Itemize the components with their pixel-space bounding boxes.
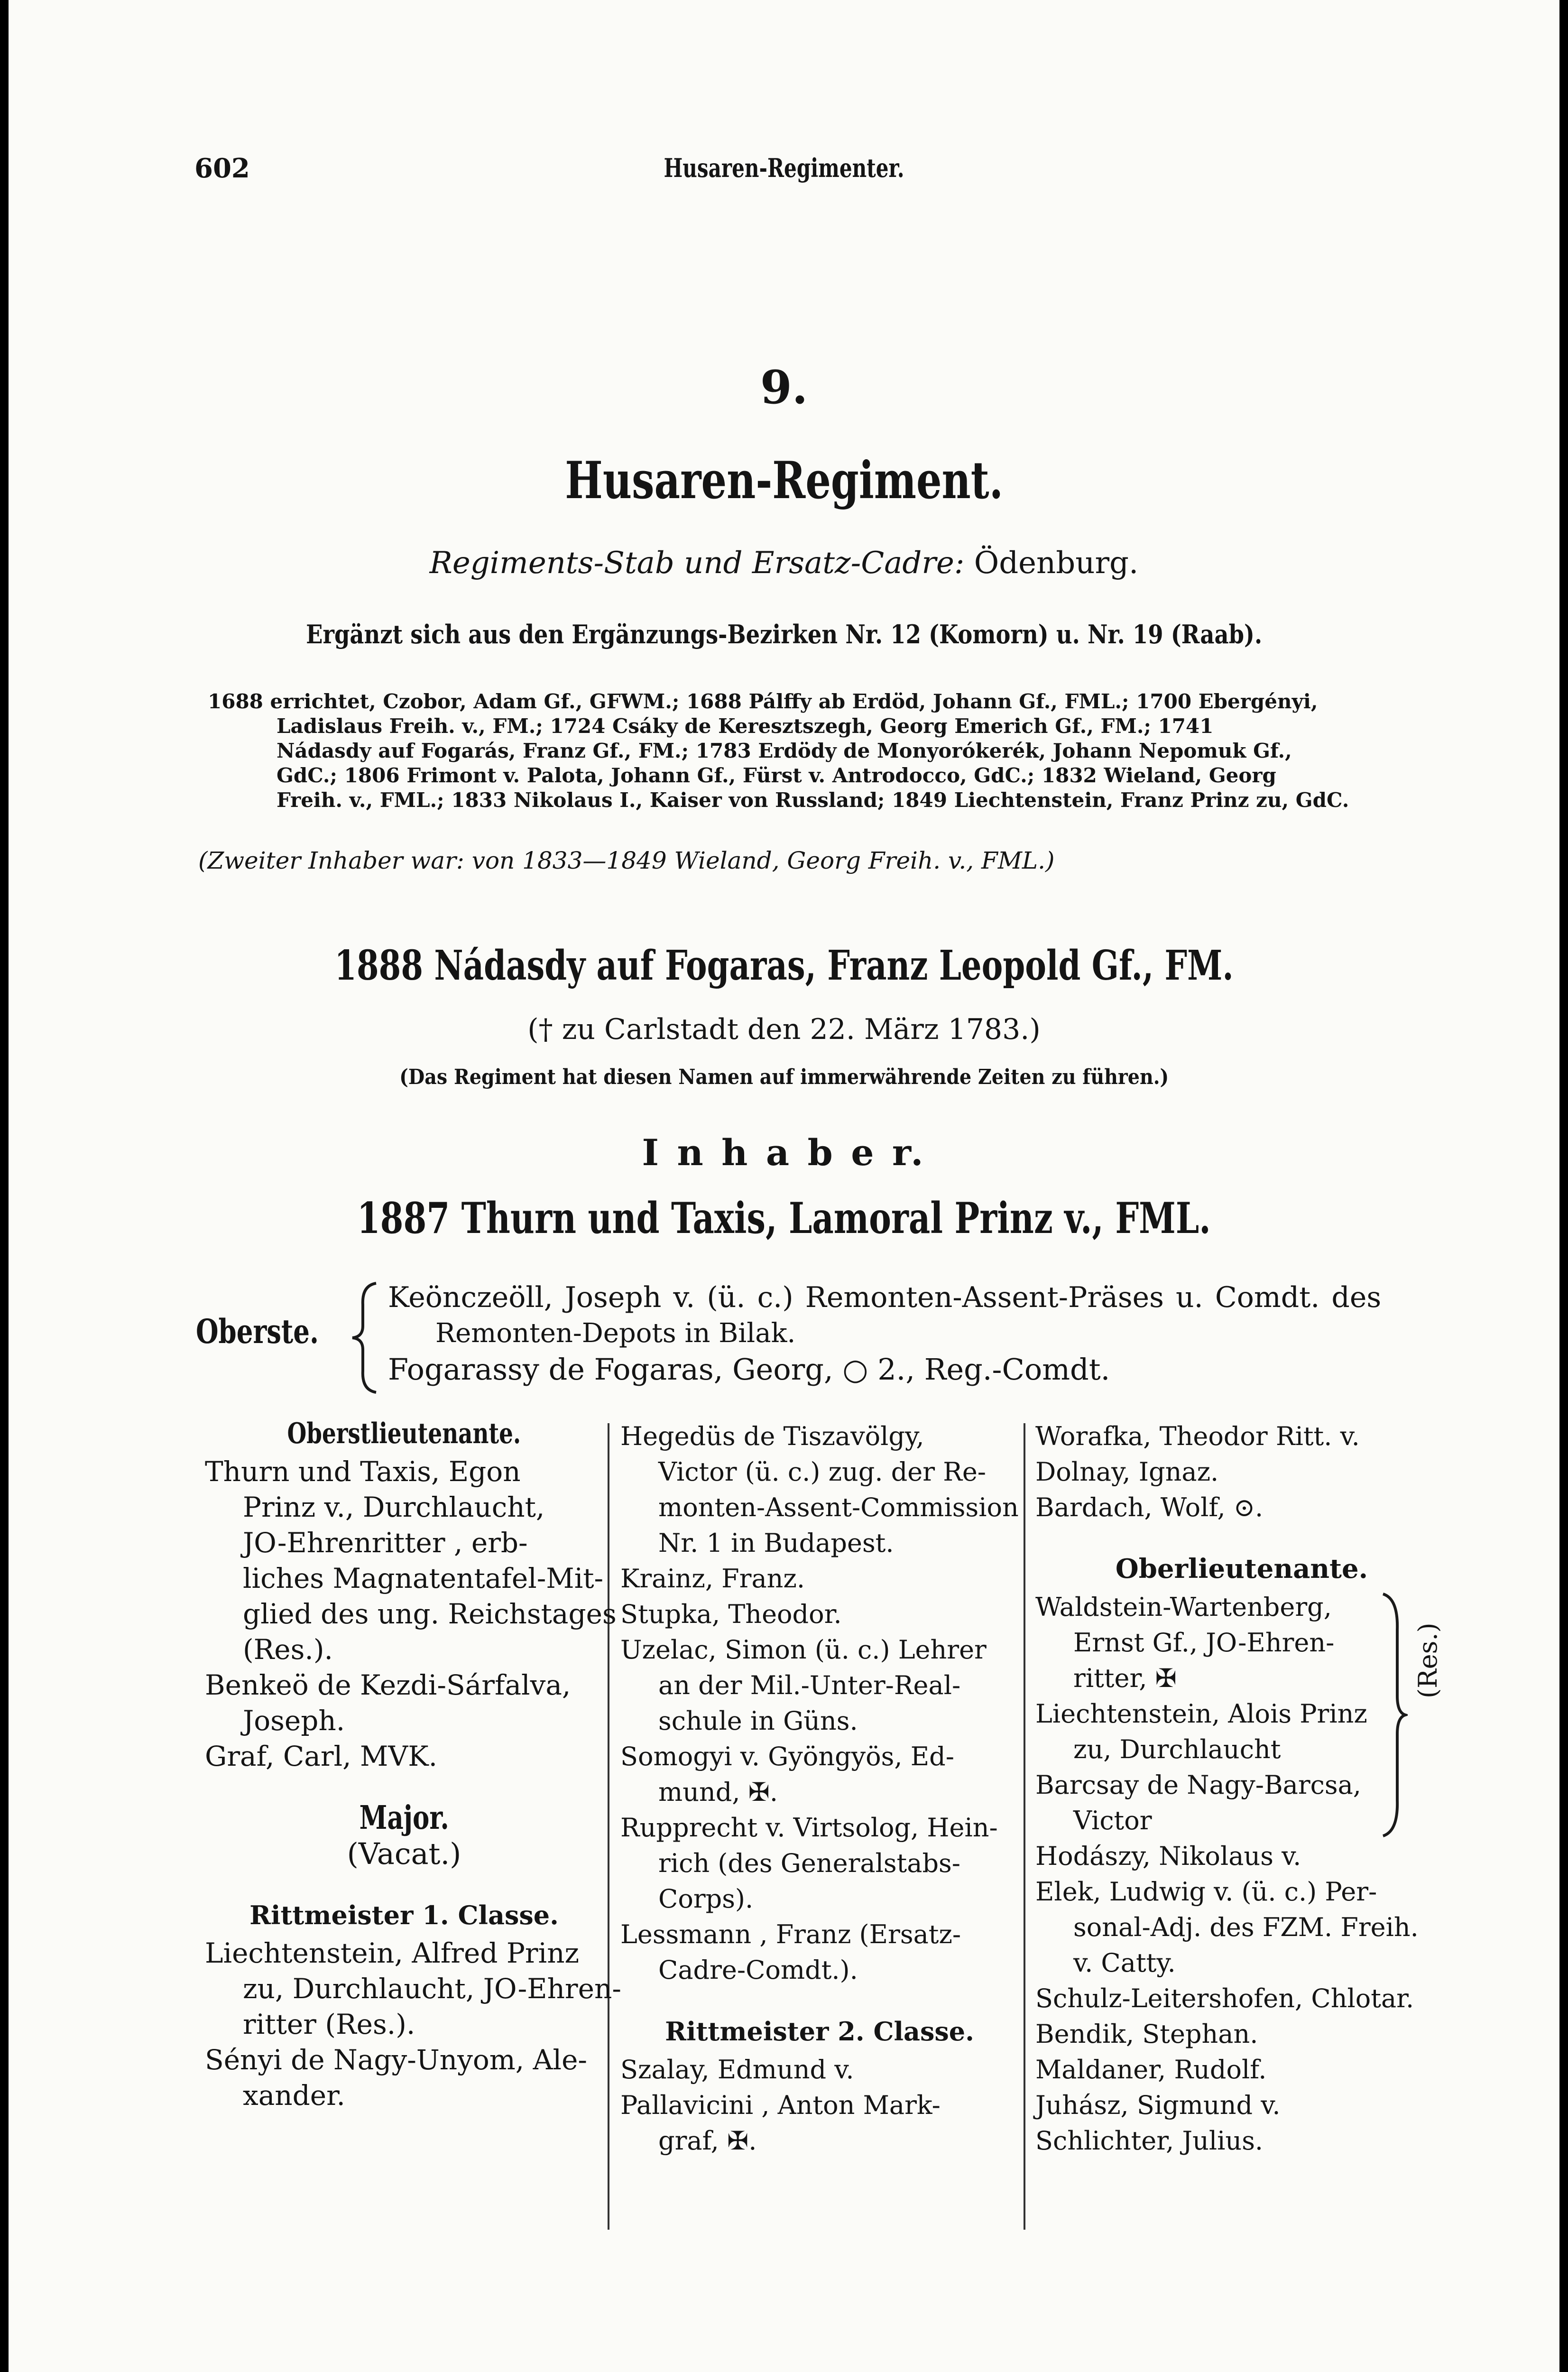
list-item: monten-Assent-Commission bbox=[658, 1492, 1019, 1522]
list-item: Sényi de Nagy-Unyom, Ale- bbox=[205, 2044, 588, 2076]
list-item: Schulz-Leitershofen, Chlotar. bbox=[1035, 1983, 1414, 2013]
running-title: Husaren-Regimenter. bbox=[664, 153, 904, 183]
page-sheet bbox=[9, 0, 1559, 2372]
namesake-note: (Das Regiment hat diesen Namen auf immerwährende Zeiten zu führen.) bbox=[399, 1065, 1169, 1089]
oberste-line-2: Remonten-Depots in Bilak. bbox=[435, 1318, 796, 1349]
list-item: Pallavicini , Anton Mark- bbox=[620, 2090, 941, 2120]
oberste-label: Oberste. bbox=[196, 1312, 319, 1351]
list-item: Cadre-Comdt.). bbox=[658, 1955, 858, 1985]
history-line: Freih. v., FML.; 1833 Nikolaus I., Kaiser von Russland; 1849 Liechtenstein, Franz Prinz zu, GdC. bbox=[277, 788, 1349, 812]
list-item: Stupka, Theodor. bbox=[620, 1599, 842, 1629]
list-item: Thurn und Taxis, Egon bbox=[205, 1455, 521, 1488]
major-heading: Major. bbox=[359, 1799, 449, 1837]
list-item: Krainz, Franz. bbox=[620, 1564, 805, 1594]
list-item: Corps). bbox=[658, 1884, 754, 1914]
list-item: Maldaner, Rudolf. bbox=[1035, 2055, 1267, 2085]
list-item: Ernst Gf., JO-Ehren- bbox=[1073, 1628, 1335, 1658]
reserve-label: (Res.) bbox=[1413, 1622, 1443, 1698]
list-item: ritter, ✠ bbox=[1073, 1663, 1177, 1693]
list-item: liches Magnatentafel-Mit- bbox=[243, 1562, 604, 1594]
oberstlieutenante-heading: Oberstlieutenante. bbox=[287, 1417, 521, 1450]
list-item: Joseph. bbox=[243, 1705, 345, 1737]
list-item: (Res.). bbox=[243, 1633, 333, 1666]
column-1 bbox=[205, 1416, 621, 2113]
list-item: Graf, Carl, MVK. bbox=[205, 1740, 438, 1772]
regiment-title: Husaren-Regiment. bbox=[565, 451, 1003, 510]
history-line: 1688 errichtet, Czobor, Adam Gf., GFWM.; 1688 Pálffy ab Erdöd, Johann Gf., FML.; 1700 Ebergényi, bbox=[208, 690, 1318, 713]
list-item: mund, ✠. bbox=[658, 1777, 778, 1807]
list-item: Rupprecht v. Virtsolog, Hein- bbox=[620, 1813, 998, 1843]
oberste-line-1: Keönczeöll, Joseph v. (ü. c.) Remonten-Assent-Präses u. Comdt. des bbox=[388, 1281, 1382, 1314]
list-item: Victor bbox=[1073, 1806, 1152, 1835]
stab-place: Ödenburg. bbox=[974, 546, 1139, 581]
oberste-line-3: Fogarassy de Fogaras, Georg, ○ 2., Reg.-Comdt. bbox=[388, 1352, 1110, 1387]
list-item: sonal-Adj. des FZM. Freih. bbox=[1073, 1912, 1419, 1942]
history-line: Ladislaus Freih. v., FM.; 1724 Csáky de Keresztszegh, Georg Emerich Gf., FM.; 1741 bbox=[277, 714, 1214, 738]
list-item: zu, Durchlaucht bbox=[1073, 1734, 1281, 1764]
namesake-name: 1888 Nádasdy auf Fogaras, Franz Leopold Gf., FM. bbox=[334, 942, 1234, 990]
ergaenzungs-line: Ergänzt sich aus den Ergänzungs-Bezirken Nr. 12 (Komorn) u. Nr. 19 (Raab). bbox=[305, 619, 1263, 649]
list-item: Juhász, Sigmund v. bbox=[1035, 2090, 1281, 2120]
column-rule-1 bbox=[608, 1423, 609, 2230]
list-item: an der Mil.-Unter-Real- bbox=[658, 1670, 961, 1700]
list-item: ritter (Res.). bbox=[243, 2008, 415, 2040]
namesake-death: († zu Carlstadt den 22. März 1783.) bbox=[527, 1013, 1041, 1046]
column-rule-2 bbox=[1024, 1423, 1025, 2230]
list-item: Worafka, Theodor Ritt. v. bbox=[1035, 1421, 1360, 1451]
stab-label: Regiments-Stab und Ersatz-Cadre: bbox=[429, 546, 965, 581]
list-item: Elek, Ludwig v. (ü. c.) Per- bbox=[1035, 1877, 1377, 1907]
list-item: Hegedüs de Tiszavölgy, bbox=[620, 1421, 924, 1451]
list-item: Barcsay de Nagy-Barcsa, bbox=[1035, 1770, 1361, 1800]
history-line: GdC.; 1806 Frimont v. Palota, Johann Gf., Fürst v. Antrodocco, GdC.; 1832 Wieland, Georg bbox=[277, 764, 1276, 787]
reserve-group bbox=[1035, 1589, 1448, 1838]
history-block bbox=[208, 689, 1349, 813]
regiments-stab bbox=[0, 546, 1568, 581]
list-item: Liechtenstein, Alfred Prinz bbox=[205, 1937, 580, 1969]
list-item: graf, ✠. bbox=[658, 2126, 757, 2156]
list-item: Dolnay, Ignaz. bbox=[1035, 1457, 1219, 1487]
list-item: glied des ung. Reichstages bbox=[243, 1598, 617, 1630]
list-item: zu, Durchlaucht, JO-Ehren- bbox=[243, 1973, 621, 2005]
list-item: Szalay, Edmund v. bbox=[620, 2055, 854, 2085]
list-item: JO-Ehrenritter , erb- bbox=[243, 1527, 528, 1559]
list-item: Prinz v., Durchlaucht, bbox=[243, 1491, 545, 1523]
reserve-brace bbox=[1379, 1592, 1408, 1838]
column-2 bbox=[620, 1418, 1019, 2159]
oberste-brace bbox=[348, 1281, 381, 1395]
list-item: Victor (ü. c.) zug. der Re- bbox=[658, 1457, 987, 1487]
page-number: 602 bbox=[194, 153, 250, 184]
inhaber-heading: I n h a b e r. bbox=[642, 1131, 926, 1174]
list-item: Schlichter, Julius. bbox=[1035, 2126, 1264, 2156]
list-item: Hodászy, Nikolaus v. bbox=[1035, 1841, 1301, 1871]
oberlieutenante-heading: Oberlieutenante. bbox=[1115, 1553, 1368, 1584]
inhaber-name: 1887 Thurn und Taxis, Lamoral Prinz v., FML. bbox=[357, 1193, 1211, 1243]
regiment-number: 9. bbox=[760, 361, 808, 414]
history-line: Nádasdy auf Fogarás, Franz Gf., FM.; 1783 Erdödy de Monyorókerék, Johann Nepomuk Gf., bbox=[277, 739, 1292, 762]
column-3 bbox=[1035, 1418, 1448, 2159]
list-item: v. Catty. bbox=[1073, 1948, 1176, 1978]
zweiter-inhaber: (Zweiter Inhaber war: von 1833—1849 Wieland, Georg Freih. v., FML.) bbox=[198, 847, 1055, 874]
list-item: Somogyi v. Gyöngyös, Ed- bbox=[620, 1742, 954, 1771]
list-item: rich (des Generalstabs- bbox=[658, 1848, 960, 1878]
list-item: Bardach, Wolf, ⊙. bbox=[1035, 1492, 1264, 1522]
list-item: Nr. 1 in Budapest. bbox=[658, 1528, 894, 1558]
rittmeister-1-heading: Rittmeister 1. Classe. bbox=[249, 1900, 559, 1930]
list-item: Uzelac, Simon (ü. c.) Lehrer bbox=[620, 1635, 987, 1665]
list-item: Lessmann , Franz (Ersatz- bbox=[620, 1919, 961, 1949]
list-item: Benkeö de Kezdi-Sárfalva, bbox=[205, 1669, 571, 1701]
list-item: Waldstein-Wartenberg, bbox=[1035, 1592, 1332, 1622]
major-value: (Vacat.) bbox=[347, 1836, 461, 1871]
list-item: Bendik, Stephan. bbox=[1035, 2019, 1258, 2049]
list-item: Liechtenstein, Alois Prinz bbox=[1035, 1699, 1367, 1729]
list-item: xander. bbox=[243, 2079, 345, 2112]
list-item: schule in Güns. bbox=[658, 1706, 858, 1736]
rittmeister-2-heading: Rittmeister 2. Classe. bbox=[665, 2016, 974, 2047]
